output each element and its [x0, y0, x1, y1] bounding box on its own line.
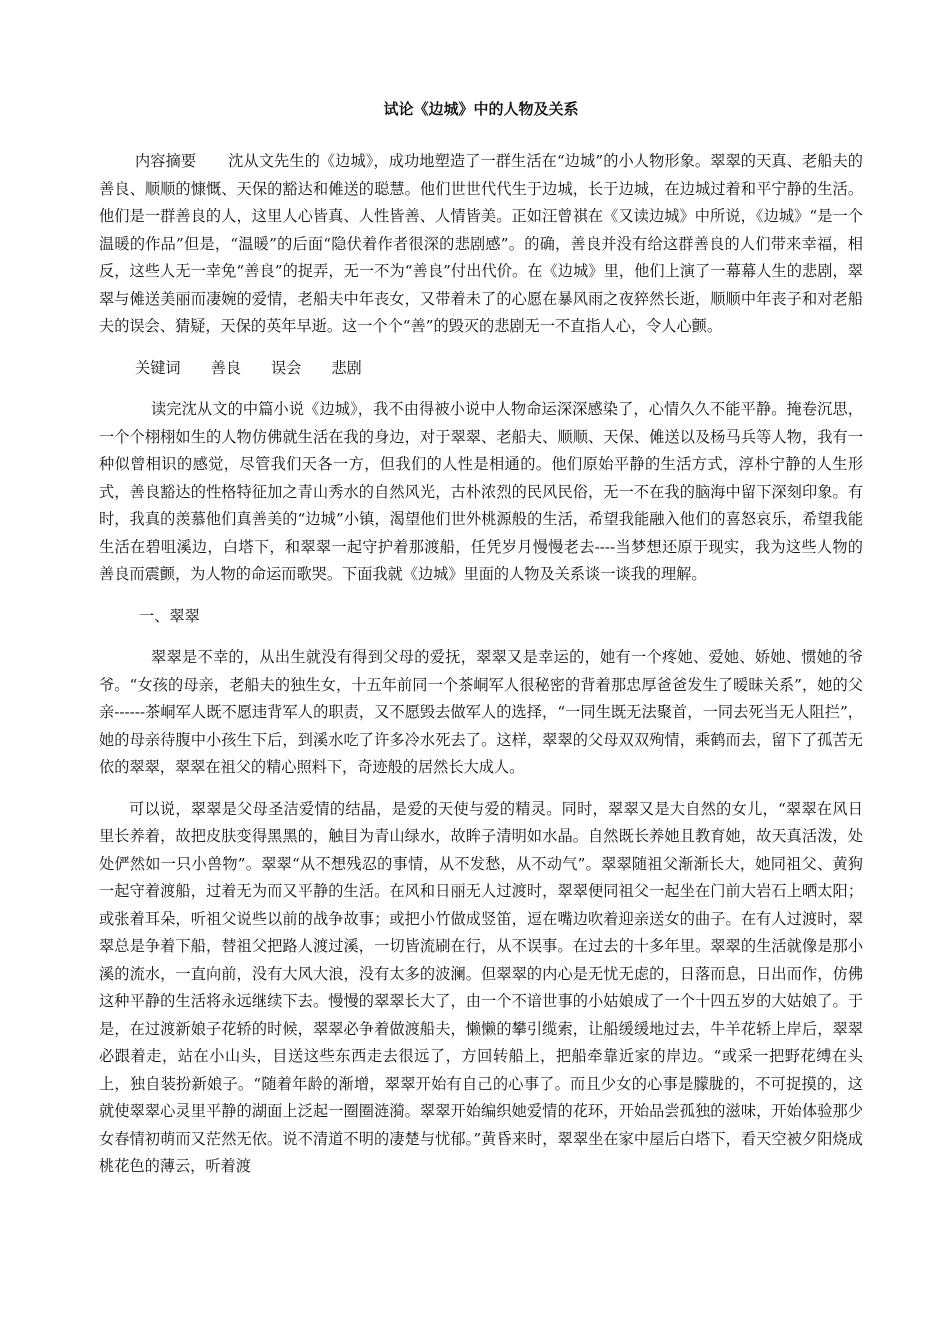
keyword-item: 悲剧	[331, 358, 362, 377]
abstract-paragraph	[99, 148, 863, 341]
abstract-label: 内容摘要	[135, 152, 197, 170]
body-paragraph: 翠翠是不幸的，从出生就没有得到父母的爱抚，翠翠又是幸运的，她有一个疼她、爱她、娇她、惯她的爷爷。“女孩的母亲，老船夫的独生女，十五年前同一个茶峒军人很秘密的背着那忠厚爸爸发生了暧昧关系”，她的父亲------茶峒军人既不愿违背军人的职责，又不愿毁去做军人的选择，“一同生既无法聚首，一同去死当无人阻拦”，她的母亲待腹中小孩生下后，到溪水吃了许多冷水死去了。这样，翠翠的父母双双殉情，乘鹤而去，留下了孤苦无依的翠翠，翠翠在祖父的精心照料下，奇迹般的居然长大成人。	[99, 648, 863, 776]
keyword-item: 善良	[210, 358, 241, 377]
document-title: 试论《边城》中的人物及关系	[383, 100, 579, 118]
keyword-item: 误会	[270, 358, 302, 377]
document-page	[99, 98, 863, 1181]
keywords-line	[99, 355, 863, 383]
keywords-label: 关键词	[135, 358, 181, 377]
abstract-text: 沈从文先生的《边城》，成功地塑造了一群生活在“边城”的小人物形象。翠翠的天真、老船夫的善良、顺顺的慷慨、天保的豁达和傩送的聪慧。他们世世代代生于边城，长于边城，在边城过着和平宁静的生活。他们是一群善良的人，这里人心皆真、人性皆善、人情皆美。正如汪曾祺在《又读边城》中所说，《边城》“是一个温暖的作品”但是，“温暖”的后面“隐伏着作者很深的悲剧感”。的确，善良并没有给这群善良的人们带来幸福，相反，这些人无一幸免“善良”的捉弄，无一不为“善良”付出代价。在《边城》里，他们上演了一幕幕人生的悲剧，翠翠与傩送美丽而凄婉的爱情，老船夫中年丧女，又带着未了的心愿在暴风雨之夜猝然长逝，顺顺中年丧子和对老船夫的误会、猜疑，天保的英年早逝。这一个个“善”的毁灭的悲剧无一不直指人心，令人心颤。	[99, 152, 863, 335]
intro-paragraph: 读完沈从文的中篇小说《边城》，我不由得被小说中人物命运深深感染了，心情久久不能平静。掩卷沉思，一个个栩栩如生的人物仿佛就生活在我的身边，对于翠翠、老船夫、顺顺、天保、傩送以及杨马兵等人物，我有一种似曾相识的感觉，尽管我们天各一方，但我们的人性是相通的。他们原始平静的生活方式，淳朴宁静的人生形式，善良豁达的性格特征加之青山秀水的自然风光，古朴浓烈的民风民俗，无一不在我的脑海中留下深刻印象。有时，我真的羡慕他们真善美的“边城”小镇，渴望他们世外桃源般的生活，希望我能融入他们的喜怒哀乐，希望我能生活在碧咀溪边，白塔下，和翠翠一起守护着那渡船，任凭岁月慢慢老去----当梦想还原于现实，我为这些人物的善良而震颤，为人物的命运而歌哭。下面我就《边城》里面的人物及关系谈一谈我的理解。	[99, 400, 863, 583]
body-paragraph: 可以说，翠翠是父母圣洁爱情的结晶，是爱的天使与爱的精灵。同时，翠翠又是大自然的女儿，“翠翠在风日里长养着，故把皮肤变得黑黑的，触目为青山绿水，故眸子清明如水晶。自然既长养她且教育她，故天真活泼，处处俨然如一只小兽物”。翠翠“从不想残忍的事情，从不发愁，从不动气”。翠翠随祖父渐渐长大，她同祖父、黄狗一起守着渡船，过着无为而又平静的生活。在风和日丽无人过渡时，翠翠便同祖父一起坐在门前大岩石上晒太阳；或张着耳朵，听祖父说些以前的战争故事；或把小竹做成竖笛，逗在嘴边吹着迎亲送女的曲子。在有人过渡时，翠翠总是争着下船，替祖父把路人渡过溪，一切皆流刷在行，从不误事。在过去的十多年里。翠翠的生活就像是那小溪的流水，一直向前，没有大风大浪，没有太多的波澜。但翠翠的内心是无忧无虑的，日落而息，日出而作，仿佛这种平静的生活将永远继续下去。慢慢的翠翠长大了，由一个不谙世事的小姑娘成了一个十四五岁的大姑娘了。于是，在过渡新娘子花轿的时候，翠翠必争着做渡船夫，懒懒的攀引缆索，让船缓缓地过去，牛羊花轿上岸后，翠翠必跟着走，站在小山头，目送这些东西走去很远了，方回转船上，把船牵靠近家的岸边。“或采一把野花缚在头上，独自装扮新娘子。“随着年龄的渐增，翠翠开始有自己的心事了。而且少女的心事是朦胧的，不可捉摸的，这就使翠翠心灵里平静的湖面上泛起一圈圈涟漪。翠翠开始编织她爱情的花环，开始品尝孤独的滋味，开始体验那少女春情初萌而又茫然无依。说不清道不明的凄楚与忧郁。”黄昏来时，翠翠坐在家中屋后白塔下，看天空被夕阳烧成桃花色的薄云，听着渡	[99, 799, 863, 1175]
section-heading: 一、翠翠	[139, 606, 200, 625]
